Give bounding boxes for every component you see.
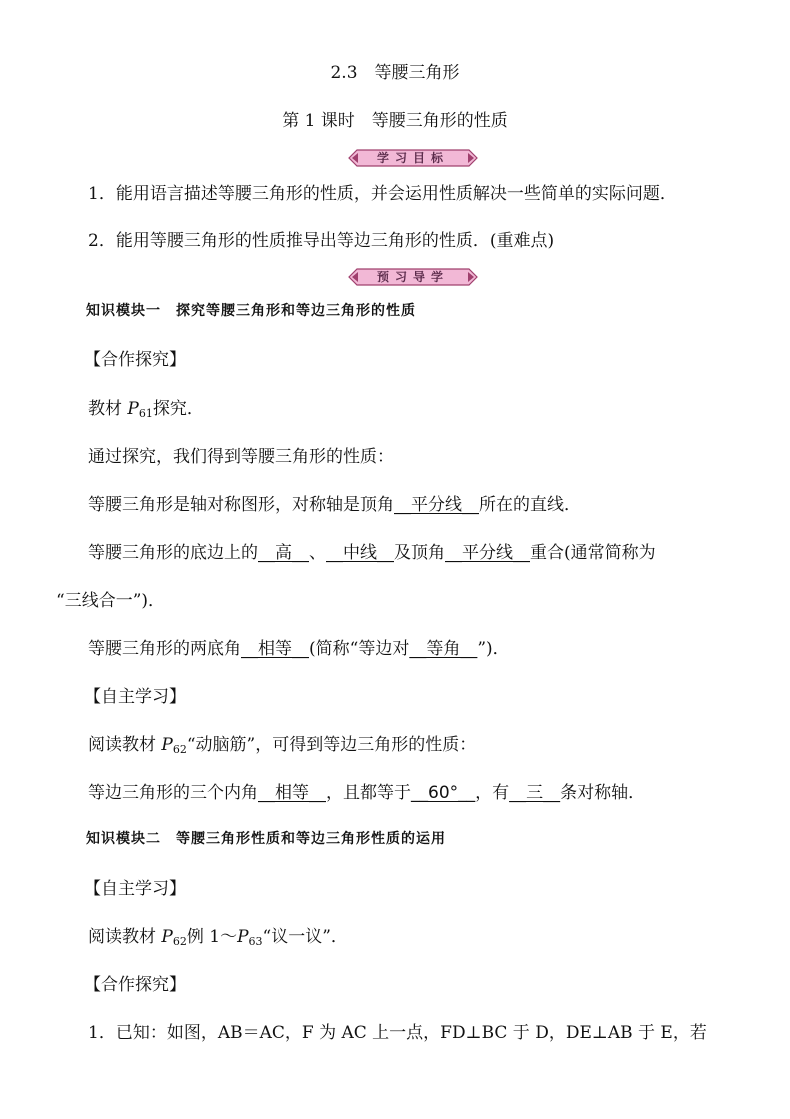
module-1-title: 知识模块一 探究等腰三角形和等边三角形的性质 [86,303,416,319]
answer-blank: __相等__ [241,639,309,659]
textbook-ref-3 [88,926,348,953]
three-in-one-cont: “三线合一”)． [56,591,166,611]
base-mid: (简称“等边对 [309,639,410,659]
three-post: 重合(通常简称为 [530,543,656,563]
page-number: 62 [172,743,187,756]
textbook-ref-2 [88,734,476,761]
answer-blank: __中线__ [326,543,394,563]
base-post: ”)． [477,639,510,659]
textbook-ref-pre: 教材 [88,399,128,419]
base-pre: 等腰三角形的两底角 [88,639,241,659]
page-symbol: P [161,735,173,755]
eq-post: 条对称轴． [560,783,646,803]
goals-banner-label: 学习目标 [376,151,449,165]
coop-label-2: 【合作探究】 [84,975,186,995]
answer-blank: __平分线__ [445,543,530,563]
goal-1: 1．能用语言描述等腰三角形的性质，并会运用性质解决一些简单的实际问题． [88,184,677,204]
page-symbol: P [161,927,173,947]
read-post: “动脑筋”，可得到等边三角形的性质： [186,735,477,755]
goals-banner [348,149,478,167]
page-number: 62 [172,935,187,948]
answer-blank: __相等__ [258,783,326,803]
answer-blank: __60°__ [411,783,476,803]
preview-banner-label: 预习导学 [376,270,449,284]
read-mid: 例 1～ [186,927,238,947]
preview-banner [348,268,478,286]
base-angles-property [88,638,510,660]
properties-intro: 通过探究，我们得到等腰三角形的性质： [88,447,394,467]
axis-pre: 等腰三角形是轴对称图形，对称轴是顶角 [88,495,394,515]
textbook-ref-post: 探究． [152,399,204,419]
axis-post: 所在的直线． [479,495,581,515]
read-pre: 阅读教材 [88,927,162,947]
page-symbol: P [237,927,249,947]
answer-blank: __平分线__ [394,495,479,515]
three-in-one-property [88,542,656,564]
lesson-title: 第 1 课时 等腰三角形的性质 [282,111,508,131]
page-number: 61 [138,407,153,420]
module-2-title: 知识模块二 等腰三角形性质和等边三角形性质的运用 [86,831,446,847]
page-number: 63 [248,935,263,948]
three-pre: 等腰三角形的底边上的 [88,543,258,563]
page-symbol: P [127,399,139,419]
self-study-label-2: 【自主学习】 [84,879,186,899]
eq-pre: 等边三角形的三个内角 [88,783,258,803]
axis-property [88,494,581,516]
equilateral-property [88,782,645,804]
self-study-label-1: 【自主学习】 [84,687,186,707]
read-post: “议一议”． [262,927,348,947]
answer-blank: __等角__ [409,639,478,659]
eq-mid1: ，且都等于 [326,783,411,803]
answer-blank: __三__ [509,783,561,803]
section-title: 2.3 等腰三角形 [330,63,460,83]
three-mid: 及顶角 [394,543,445,563]
eq-mid2: ，有 [475,783,510,803]
answer-blank: __高__ [258,543,309,563]
coop-label-1: 【合作探究】 [84,350,186,370]
three-sep: 、 [309,543,326,563]
textbook-ref-1 [88,398,204,425]
read-pre: 阅读教材 [88,735,162,755]
goal-2: 2．能用等腰三角形的性质推导出等边三角形的性质．(重难点) [88,231,555,251]
problem-1: 1．已知：如图，AB＝AC，F 为 AC 上一点，FD⊥BC 于 D，DE⊥AB 于 E，若 [88,1023,707,1043]
